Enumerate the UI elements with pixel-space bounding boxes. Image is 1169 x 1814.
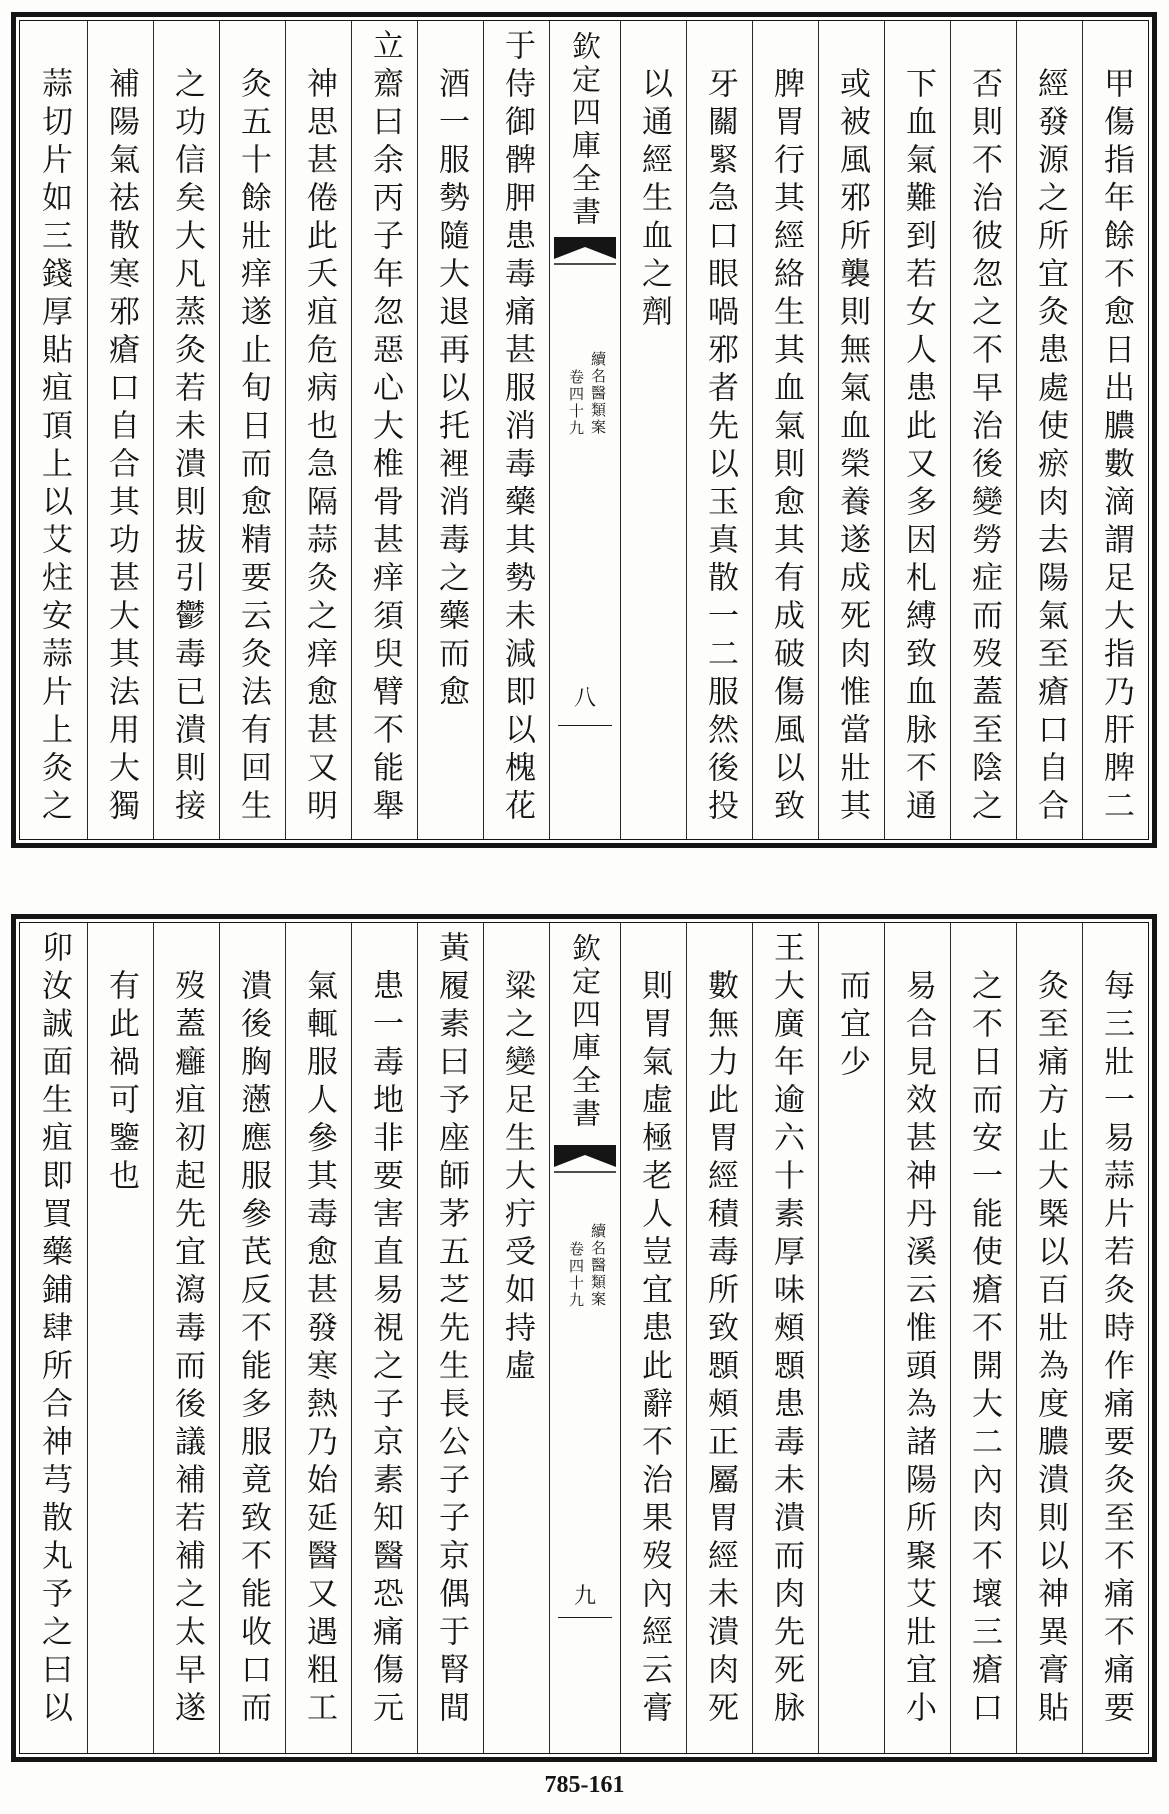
text-column — [87, 923, 153, 1753]
text-column — [950, 923, 1016, 1753]
fishtail-mark — [550, 235, 620, 267]
column-text: 脾胃行其經絡生其血氣則愈其有成破傷風以致 — [768, 67, 804, 827]
text-column — [752, 21, 818, 839]
lower-text-frame — [19, 922, 1149, 1754]
column-text: 于侍御髀胛患毒痛甚服消毒藥其勢未減即以槐花 — [499, 29, 535, 827]
text-column — [818, 21, 884, 839]
column-text: 或被風邪所襲則無氣血榮養遂成死肉惟當壯其 — [834, 67, 870, 827]
column-text: 蒜切片如三錢厚貼疽頂上以艾炷安蒜片上灸之 — [36, 67, 72, 827]
column-text: 之功信矣大凡蒸灸若未潰則拔引鬱毒已潰則接 — [169, 67, 205, 827]
column-text: 卯汝誠面生疽即買藥鋪肆所合神芎散丸予之曰以 — [36, 931, 72, 1729]
volume-number: 卷四十九 — [567, 1241, 585, 1309]
text-column — [752, 923, 818, 1753]
center-rule — [558, 1617, 612, 1618]
text-column — [818, 923, 884, 1753]
text-column — [1016, 923, 1082, 1753]
column-text: 患一毒地非要害直易視之子京素知醫恐痛傷元 — [367, 969, 403, 1729]
text-column — [219, 923, 285, 1753]
text-column — [483, 21, 549, 839]
text-column — [285, 923, 351, 1753]
text-column — [417, 923, 483, 1753]
text-column — [285, 21, 351, 839]
column-text: 神思甚倦此夭疽危病也急隔蒜灸之痒愈甚又明 — [301, 67, 337, 827]
column-text: 灸至痛方止大槩以百壯為度膿潰則以神異膏貼 — [1032, 969, 1068, 1729]
column-text: 而宜少 — [834, 969, 870, 1083]
column-text: 有此禍可鑒也 — [103, 969, 139, 1197]
book-title: 續名醫類案 — [589, 1223, 607, 1308]
column-text: 立齋曰余丙子年忽惡心大椎骨甚痒須臾臂不能舉 — [367, 29, 403, 827]
column-text: 灸五十餘壯痒遂止旬日而愈精要云灸法有回生 — [235, 67, 271, 827]
column-text: 經發源之所宜灸患處使瘀肉去陽氣至瘡口自合 — [1032, 67, 1068, 827]
column-text: 每三壯一易蒜片若灸時作痛要灸至不痛不痛要 — [1098, 969, 1134, 1729]
column-text: 黃履素曰予座師茅五芝先生長公子子京偶于腎間 — [433, 931, 469, 1729]
center-column — [549, 923, 620, 1753]
column-text: 易合見效甚神丹溪云惟頭為諸陽所聚艾壯宜小 — [900, 969, 936, 1729]
text-column — [153, 21, 219, 839]
page-number: 785-161 — [544, 1772, 625, 1798]
text-column — [483, 923, 549, 1753]
book-title: 續名醫類案 — [589, 351, 607, 436]
column-text: 數無力此胃經積毒所致顋頰正屬胃經未潰肉死 — [702, 969, 738, 1729]
column-text: 王大廣年逾六十素厚味頰顋患毒未潰而肉先死脉 — [768, 931, 804, 1729]
column-text: 補陽氣祛散寒邪瘡口自合其功甚大其法用大獨 — [103, 67, 139, 827]
volume-number: 卷四十九 — [567, 369, 585, 437]
fishtail-mark — [550, 1143, 620, 1175]
column-text: 歿蓋癰疽初起先宜瀉毒而後議補若補之太早遂 — [169, 969, 205, 1729]
column-text: 粱之變足生大疔受如持虛 — [499, 969, 535, 1387]
text-column — [417, 21, 483, 839]
text-column — [219, 21, 285, 839]
column-text: 下血氣難到若女人患此又多因札縛致血脉不通 — [900, 67, 936, 827]
column-text: 氣輒服人參其毒愈甚發寒熱乃始延醫又遇粗工 — [301, 969, 337, 1729]
column-text: 潰後胸懣應服參芪反不能多服竟致不能收口而 — [235, 969, 271, 1729]
center-title: 欽定四庫全書 — [568, 31, 602, 229]
text-column — [21, 923, 87, 1753]
center-title: 欽定四庫全書 — [568, 933, 602, 1131]
column-text: 甲傷指年餘不愈日出膿數滴謂足大指乃肝脾二 — [1098, 67, 1134, 827]
text-column — [1082, 923, 1148, 1753]
text-column — [87, 21, 153, 839]
text-column — [1016, 21, 1082, 839]
upper-text-frame — [19, 20, 1149, 840]
text-column — [153, 923, 219, 1753]
center-column — [549, 21, 620, 839]
text-column — [1082, 21, 1148, 839]
text-column — [351, 21, 417, 839]
lower-leaf-panel — [11, 914, 1157, 1762]
column-text: 酒一服勢隨大退再以托裡消毒之藥而愈 — [433, 67, 469, 713]
leaf-number: 九 — [573, 1584, 596, 1609]
column-text: 之不日而安一能使瘡不開大二內肉不壞三瘡口 — [966, 969, 1002, 1729]
text-column — [620, 923, 686, 1753]
column-text: 以通經生血之劑 — [636, 67, 672, 333]
text-column — [21, 21, 87, 839]
upper-leaf-panel — [11, 12, 1157, 848]
text-column — [351, 923, 417, 1753]
column-text: 牙關緊急口眼喎邪者先以玉真散一二服然後投 — [702, 67, 738, 827]
column-text: 則胃氣虛極老人豈宜患此辭不治果歿內經云膏 — [636, 969, 672, 1729]
leaf-number: 八 — [573, 686, 596, 711]
text-column — [686, 923, 752, 1753]
column-text: 否則不治彼忽之不早治後變勞症而歿蓋至陰之 — [966, 67, 1002, 827]
text-column — [620, 21, 686, 839]
text-column — [950, 21, 1016, 839]
text-column — [884, 923, 950, 1753]
text-column — [884, 21, 950, 839]
center-rule — [558, 725, 612, 726]
text-column — [686, 21, 752, 839]
